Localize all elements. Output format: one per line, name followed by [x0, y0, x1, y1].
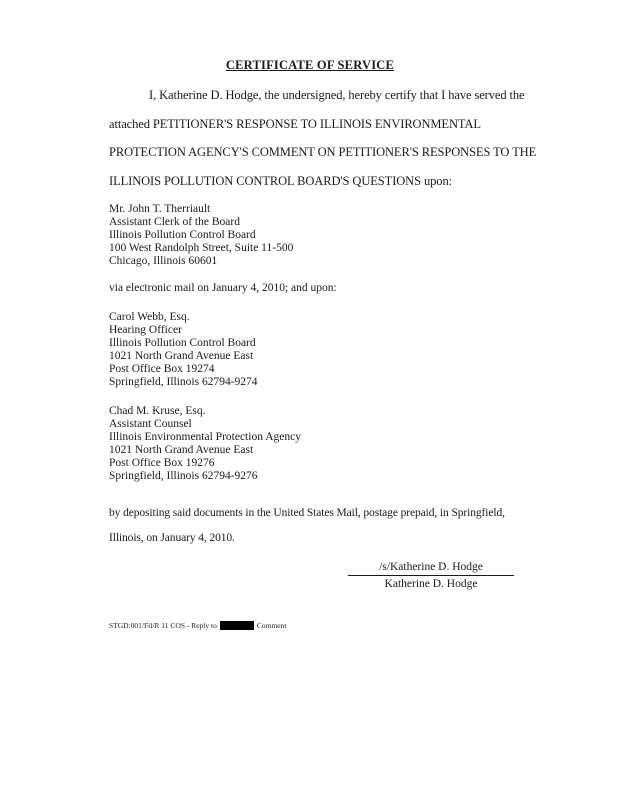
address-line: Springfield, Illinois 62794-9276	[109, 470, 258, 482]
address-line: Hearing Officer	[109, 324, 182, 336]
address-line: Illinois Pollution Control Board	[109, 337, 256, 349]
address-line: Mr. John T. Therriault	[109, 203, 211, 215]
address-line: Illinois Pollution Control Board	[109, 229, 256, 241]
address-line: Illinois Environmental Protection Agency	[109, 431, 301, 443]
service-method-email: via electronic mail on January 4, 2010; and upon:	[109, 282, 337, 294]
address-line: Springfield, Illinois 62794-9274	[109, 376, 258, 388]
address-line: Post Office Box 19274	[109, 363, 215, 375]
address-line: Chicago, Illinois 60601	[109, 255, 218, 267]
service-method-mail-line-1: by depositing said documents in the United States Mail, postage prepaid, in Springfield,	[109, 507, 505, 519]
electronic-signature: /s/Katherine D. Hodge	[348, 560, 514, 576]
redaction-block	[220, 621, 254, 630]
body-line-3: PROTECTION AGENCY'S COMMENT ON PETITIONER'S RESPONSES TO THE	[109, 145, 537, 159]
document-footer	[109, 621, 286, 630]
address-line: 1021 North Grand Avenue East	[109, 350, 254, 362]
address-line: Chad M. Kruse, Esq.	[109, 405, 206, 417]
address-line: Carol Webb, Esq.	[109, 311, 190, 323]
recipient-address-clerk	[109, 203, 293, 268]
body-line-4: ILLINOIS POLLUTION CONTROL BOARD'S QUESTIONS upon:	[109, 174, 452, 188]
address-line: Assistant Clerk of the Board	[109, 216, 240, 228]
signature-block	[348, 560, 514, 592]
footer-suffix: Comment	[256, 621, 287, 630]
body-line-1: I, Katherine D. Hodge, the undersigned, hereby certify that I have served the	[149, 88, 525, 102]
body-line-2: attached PETITIONER'S RESPONSE TO ILLINOIS ENVIRONMENTAL	[109, 117, 481, 131]
recipient-address-counsel	[109, 405, 301, 483]
recipient-address-hearing-officer	[109, 311, 258, 389]
address-line: Post Office Box 19276	[109, 457, 215, 469]
address-line: 100 West Randolph Street, Suite 11-500	[109, 242, 294, 254]
service-method-mail-line-2: Illinois, on January 4, 2010.	[109, 532, 235, 544]
signer-name: Katherine D. Hodge	[384, 578, 478, 590]
address-line: 1021 North Grand Avenue East	[109, 444, 254, 456]
address-line: Assistant Counsel	[109, 418, 192, 430]
footer-code: STGD:001/Fil/R 11 COS - Reply to	[109, 621, 217, 630]
page-title: CERTIFICATE OF SERVICE	[225, 58, 395, 72]
